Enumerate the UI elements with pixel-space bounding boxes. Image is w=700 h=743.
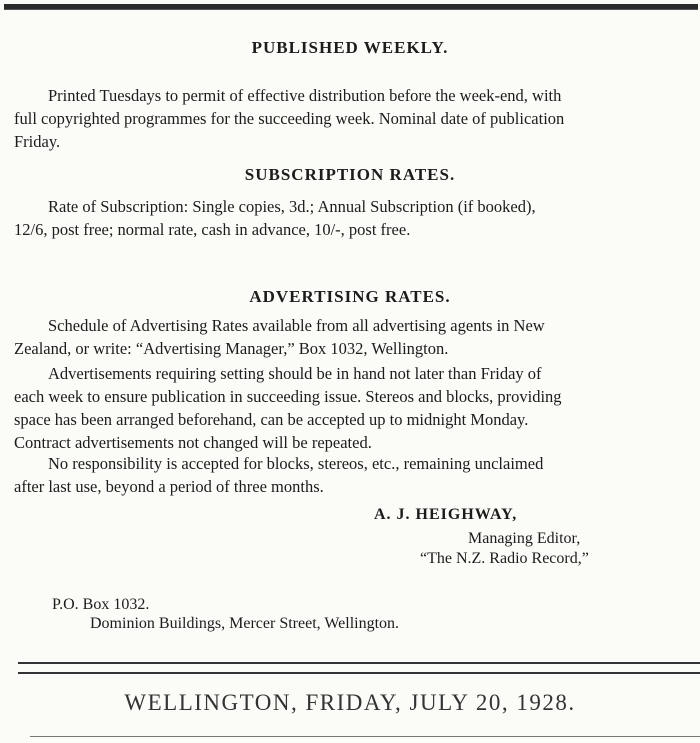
text-line: Advertisements requiring setting should be in hand not later than Friday of [48,364,542,383]
advertising-responsibility-text [14,452,690,498]
editor-name: A. J. HEIGHWAY, [374,506,518,523]
text-line: full copyrighted programmes for the succeeding week. Nominal date of publication [14,109,565,128]
text-line: Friday. [14,132,61,151]
text-line: Printed Tuesdays to permit of effective distribution before the week-end, with [48,86,562,105]
text-line: Rate of Subscription: Single copies, 3d.; Annual Subscription (if booked), [48,197,536,216]
text-line: Contract advertisements not changed will be repeated. [14,433,372,452]
advertising-setting-text [14,362,690,454]
text-line: No responsibility is accepted for blocks, stereos, etc., remaining unclaimed [48,454,544,473]
published-weekly-text [14,84,690,153]
subscription-rates-heading: SUBSCRIPTION RATES. [244,165,456,184]
text-line: space has been arranged beforehand, can be accepted up to midnight Monday. [14,410,529,429]
advertising-schedule-text [14,314,690,360]
text-line: Zealand, or write: “Advertising Manager,” Box 1032, Wellington. [14,339,449,358]
dateline: WELLINGTON, FRIDAY, JULY 20, 1928. [124,690,576,715]
divider-rule [18,662,700,664]
street-address: Dominion Buildings, Mercer Street, Wellington. [90,615,400,632]
top-border-rule [4,4,698,9]
published-weekly-heading: PUBLISHED WEEKLY. [251,38,449,57]
text-line: each week to ensure publication in succeeding issue. Stereos and blocks, providing [14,387,562,406]
text-line: 12/6, post free; normal rate, cash in advance, 10/-, post free. [14,220,411,239]
divider-rule [18,672,700,674]
advertising-rates-heading: ADVERTISING RATES. [249,287,451,306]
po-box: P.O. Box 1032. [52,596,150,613]
text-line: Schedule of Advertising Rates available from all advertising agents in New [48,316,545,335]
editor-title: Managing Editor, [468,530,581,547]
subscription-rates-text [14,195,690,241]
text-line: after last use, beyond a period of three months. [14,477,324,496]
publication-name: “The N.Z. Radio Record,” [420,550,589,567]
bottom-rule [30,736,700,737]
